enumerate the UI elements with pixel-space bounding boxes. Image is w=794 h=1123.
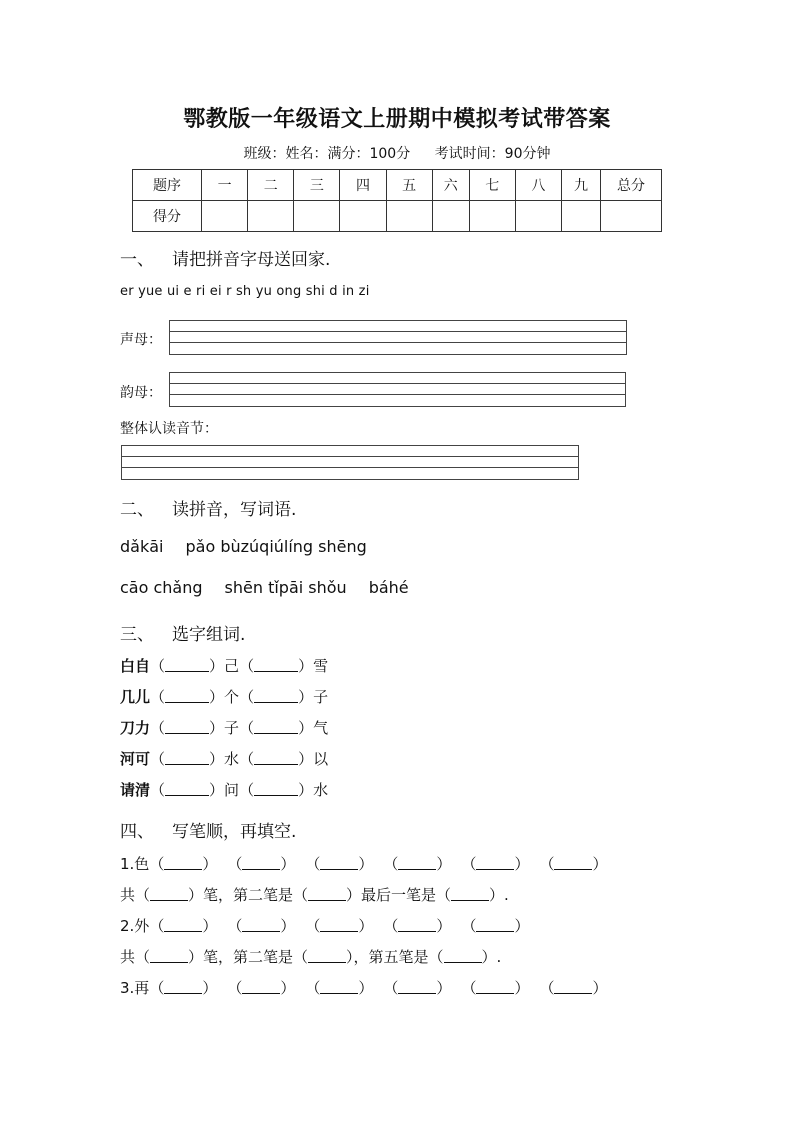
section-title: 选字组词. bbox=[172, 625, 246, 645]
fill-text: ）. bbox=[481, 948, 502, 966]
section-title: 读拼音，写词语. bbox=[172, 500, 297, 520]
pinyin-word: dǎkāi bbox=[120, 537, 164, 556]
answer-blank[interactable] bbox=[398, 855, 436, 870]
score-cell[interactable] bbox=[432, 201, 469, 232]
answer-blank[interactable] bbox=[554, 855, 592, 870]
answer-blank[interactable] bbox=[150, 886, 188, 901]
char-pair: 刀力 bbox=[120, 719, 151, 737]
header-cell: 四 bbox=[340, 170, 386, 201]
score-row-label: 得分 bbox=[133, 201, 202, 232]
word-choice-row: 河可（ ）水（ ）以 bbox=[120, 750, 329, 768]
stroke-fill-row bbox=[120, 884, 509, 905]
header-cell: 总分 bbox=[601, 170, 662, 201]
char-pair: 几儿 bbox=[120, 688, 151, 706]
answer-blank[interactable] bbox=[254, 781, 298, 796]
fill-text: ）笔，第二笔是（ bbox=[188, 948, 309, 966]
word-choice-row: 白自（ ）己（ ）雪 bbox=[120, 657, 329, 675]
answer-blank[interactable] bbox=[150, 948, 188, 963]
fill-text: 共（ bbox=[120, 948, 151, 966]
char-hint: 水 bbox=[224, 750, 240, 768]
score-cell[interactable] bbox=[601, 201, 662, 232]
section-2-heading bbox=[120, 495, 296, 520]
header-cell: 六 bbox=[432, 170, 469, 201]
fill-text: ），第五笔是（ bbox=[346, 948, 444, 966]
shengmu-label: 声母： bbox=[120, 332, 162, 348]
exam-info bbox=[0, 143, 794, 163]
score-cell[interactable] bbox=[386, 201, 432, 232]
header-cell: 八 bbox=[515, 170, 561, 201]
score-table-header-row bbox=[133, 170, 662, 201]
answer-blank[interactable] bbox=[444, 948, 482, 963]
answer-blank[interactable] bbox=[320, 917, 358, 932]
answer-blank[interactable] bbox=[164, 979, 202, 994]
answer-blank[interactable] bbox=[254, 750, 298, 765]
char-hint: 以 bbox=[313, 750, 329, 768]
answer-blank[interactable] bbox=[476, 855, 514, 870]
yunmu-writing-lines[interactable] bbox=[169, 372, 626, 407]
stroke-order-row: 3.再（ ） （ ） （ ） （ ） （ ） （ ） bbox=[120, 979, 608, 997]
answer-blank[interactable] bbox=[476, 979, 514, 994]
question-char: 1.色 bbox=[120, 855, 150, 873]
answer-blank[interactable] bbox=[165, 750, 209, 765]
char-pair: 请清 bbox=[120, 781, 151, 799]
pinyin-word: cāo chǎng bbox=[120, 578, 203, 597]
stroke-order-row: 1.色（ ） （ ） （ ） （ ） （ ） （ ） bbox=[120, 855, 608, 873]
zhengti-label: 整体认读音节： bbox=[120, 421, 218, 437]
answer-blank[interactable] bbox=[451, 886, 489, 901]
char-hint: 子 bbox=[224, 719, 240, 737]
answer-blank[interactable] bbox=[165, 657, 209, 672]
section-title: 请把拼音字母送回家. bbox=[172, 250, 331, 270]
answer-blank[interactable] bbox=[254, 688, 298, 703]
header-cell: 二 bbox=[248, 170, 294, 201]
char-hint: 问 bbox=[224, 781, 240, 799]
section-number: 二、 bbox=[120, 500, 154, 520]
answer-blank[interactable] bbox=[320, 855, 358, 870]
question-char: 2.外 bbox=[120, 917, 150, 935]
section-3-heading bbox=[120, 620, 245, 645]
answer-blank[interactable] bbox=[165, 719, 209, 734]
char-hint: 气 bbox=[313, 719, 329, 737]
answer-blank[interactable] bbox=[554, 979, 592, 994]
score-cell[interactable] bbox=[340, 201, 386, 232]
header-cell: 九 bbox=[562, 170, 601, 201]
answer-blank[interactable] bbox=[308, 948, 346, 963]
header-cell: 五 bbox=[386, 170, 432, 201]
fill-text: ）笔，第二笔是（ bbox=[188, 886, 309, 904]
char-pair: 河可 bbox=[120, 750, 151, 768]
stroke-order-row: 2.外（ ） （ ） （ ） （ ） （ ） bbox=[120, 917, 530, 935]
char-hint: 子 bbox=[313, 688, 329, 706]
answer-blank[interactable] bbox=[164, 855, 202, 870]
exam-time: 考试时间：90分钟 bbox=[434, 146, 551, 162]
word-choice-row: 刀力（ ）子（ ）气 bbox=[120, 719, 329, 737]
answer-blank[interactable] bbox=[476, 917, 514, 932]
answer-blank[interactable] bbox=[398, 979, 436, 994]
answer-blank[interactable] bbox=[254, 719, 298, 734]
section-number: 三、 bbox=[120, 625, 154, 645]
char-hint: 己 bbox=[224, 657, 240, 675]
answer-blank[interactable] bbox=[165, 781, 209, 796]
header-cell: 题序 bbox=[133, 170, 202, 201]
fill-text: 共（ bbox=[120, 886, 151, 904]
question-char: 3.再 bbox=[120, 979, 150, 997]
answer-blank[interactable] bbox=[242, 979, 280, 994]
answer-blank[interactable] bbox=[164, 917, 202, 932]
class-name-score-info: 班级：姓名：满分：100分 bbox=[243, 146, 411, 162]
page-title: 鄂教版一年级语文上册期中模拟考试带答案 bbox=[183, 106, 611, 132]
char-hint: 雪 bbox=[313, 657, 329, 675]
pinyin-word: báhé bbox=[368, 578, 409, 597]
section-4-heading bbox=[120, 817, 296, 842]
pinyin-word: shēn tǐpāi shǒu bbox=[224, 578, 347, 597]
score-cell[interactable] bbox=[515, 201, 561, 232]
header-cell: 一 bbox=[202, 170, 248, 201]
pinyin-line-1 bbox=[120, 537, 389, 556]
yunmu-label: 韵母： bbox=[120, 385, 162, 401]
pinyin-letters: er yue ui e ri ei r sh yu ong shi d in zi bbox=[120, 284, 370, 299]
answer-blank[interactable] bbox=[242, 917, 280, 932]
char-pair: 白自 bbox=[120, 657, 151, 675]
char-hint: 水 bbox=[313, 781, 329, 799]
shengmu-writing-lines[interactable] bbox=[169, 320, 627, 355]
score-cell[interactable] bbox=[202, 201, 248, 232]
answer-blank[interactable] bbox=[320, 979, 358, 994]
word-choice-row: 请清（ ）问（ ）水 bbox=[120, 781, 329, 799]
header-cell: 三 bbox=[294, 170, 340, 201]
header-cell: 七 bbox=[469, 170, 515, 201]
fill-text: ）. bbox=[489, 886, 509, 904]
score-table bbox=[132, 169, 662, 232]
section-number: 一、 bbox=[120, 250, 154, 270]
score-cell[interactable] bbox=[294, 201, 340, 232]
zhengti-writing-lines[interactable] bbox=[121, 445, 579, 480]
score-cell[interactable] bbox=[248, 201, 294, 232]
stroke-fill-row bbox=[120, 946, 501, 967]
fill-text: ）最后一笔是（ bbox=[346, 886, 452, 904]
char-hint: 个 bbox=[224, 688, 240, 706]
word-choice-row: 几儿（ ）个（ ）子 bbox=[120, 688, 329, 706]
answer-blank[interactable] bbox=[308, 886, 346, 901]
section-number: 四、 bbox=[120, 822, 154, 842]
answer-blank[interactable] bbox=[398, 917, 436, 932]
answer-blank[interactable] bbox=[242, 855, 280, 870]
score-table-score-row bbox=[133, 201, 662, 232]
pinyin-word: pǎo bùzúqiúlíng shēng bbox=[185, 537, 367, 556]
pinyin-line-2 bbox=[120, 578, 431, 597]
score-cell[interactable] bbox=[562, 201, 601, 232]
answer-blank[interactable] bbox=[165, 688, 209, 703]
score-cell[interactable] bbox=[469, 201, 515, 232]
answer-blank[interactable] bbox=[254, 657, 298, 672]
section-title: 写笔顺，再填空. bbox=[172, 822, 297, 842]
section-1-heading bbox=[120, 245, 330, 270]
